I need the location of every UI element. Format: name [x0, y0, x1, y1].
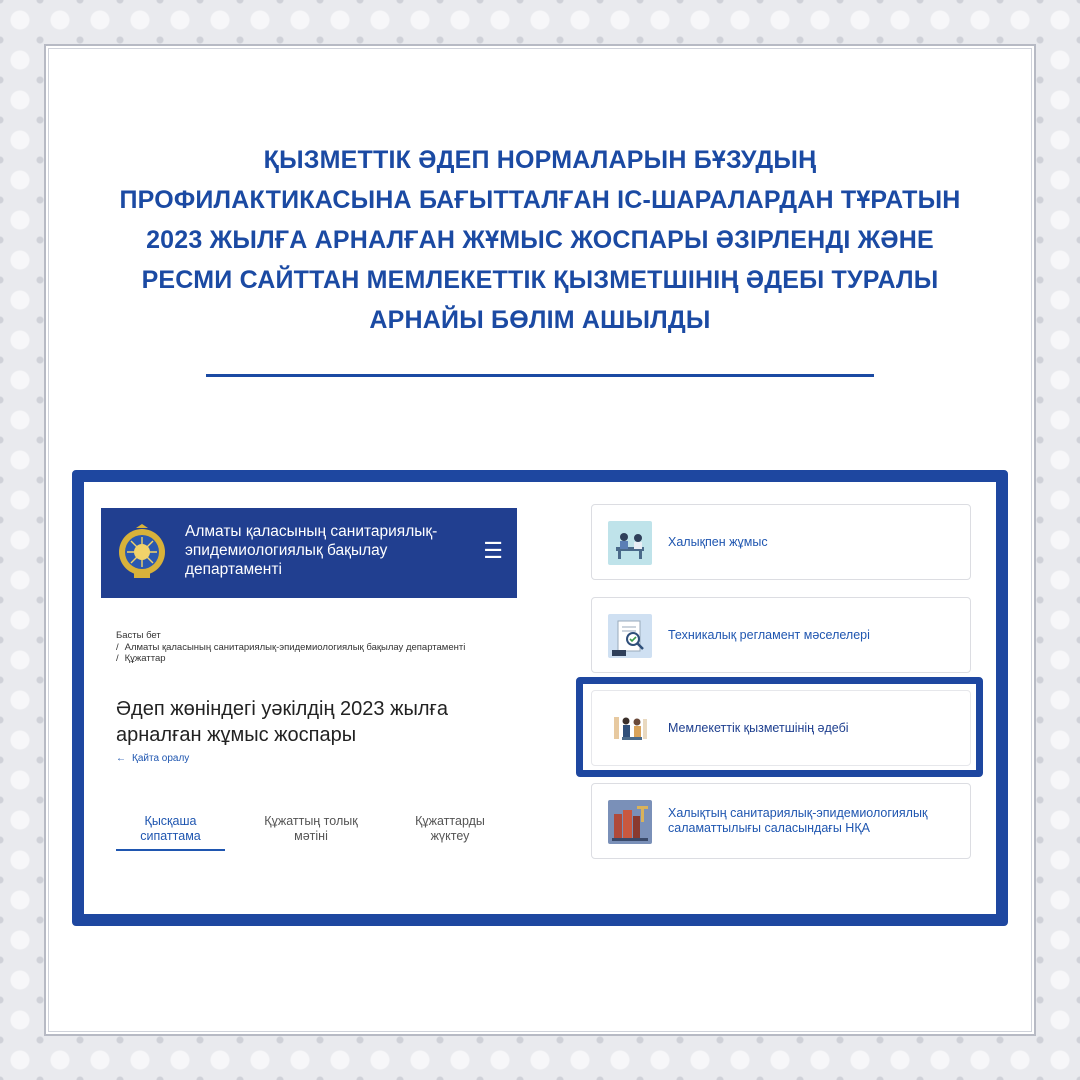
document-magnifier-icon — [608, 614, 652, 658]
card-label — [668, 784, 958, 858]
site-header — [101, 508, 517, 598]
civil-servants-icon — [608, 707, 652, 751]
card-label: Халықпен жұмыс — [668, 534, 768, 549]
back-link-label: Қайта оралу — [132, 753, 190, 764]
tab-short-description[interactable] — [116, 814, 225, 844]
hamburger-menu-icon[interactable]: ☰ — [483, 538, 503, 563]
card-label: Техникалық регламент мәселелері — [668, 627, 870, 642]
site-name-line: Алматы қаласының санитариялық- — [185, 523, 438, 540]
site-name-line: департаменті — [185, 561, 282, 578]
headline-line: АРНАЙЫ БӨЛІМ АШЫЛДЫ — [369, 306, 711, 334]
arrow-left-icon: ← — [116, 753, 126, 764]
back-link[interactable] — [116, 753, 189, 764]
breadcrumb-documents: Құжаттар — [124, 653, 166, 664]
document-title-line: Әдеп жөніндегі уәкілдің 2023 жылға — [116, 698, 448, 720]
breadcrumb-home[interactable]: Басты бет — [116, 630, 161, 641]
card-label-line: саламаттылығы саласындағы НҚА — [668, 821, 870, 835]
tab-full-text[interactable] — [246, 814, 376, 844]
tab-label: жүктеу — [430, 829, 470, 843]
document-title — [116, 696, 516, 748]
card-work-with-population[interactable] — [591, 504, 971, 580]
kazakhstan-emblem-icon — [117, 524, 167, 580]
headline-line: 2023 ЖЫЛҒА АРНАЛҒАН ЖҰМЫС ЖОСПАРЫ ӘЗІРЛЕНДІ ЖӘНЕ — [146, 226, 934, 254]
headline-line: ПРОФИЛАКТИКАСЫНА БАҒЫТТАЛҒАН ІС-ШАРАЛАРДАН ТҰРАТЫН — [119, 186, 961, 214]
document-title-line: арналған жұмыс жоспары — [116, 724, 357, 746]
breadcrumb-separator: / — [116, 641, 119, 653]
breadcrumb-department[interactable]: Алматы қаласының санитариялық-эпидемиологиялық бақылау департаменті — [124, 641, 466, 653]
tab-label: Құжаттарды — [415, 814, 485, 828]
card-label: Мемлекеттік қызметшінің әдебі — [668, 720, 849, 735]
tab-label: Қысқаша — [144, 814, 197, 828]
breadcrumb — [116, 630, 465, 665]
people-at-desk-icon — [608, 521, 652, 565]
headline-line: РЕСМИ САЙТТАН МЕМЛЕКЕТТІК ҚЫЗМЕТШІНІҢ ӘДЕБІ ТУРАЛЫ — [141, 266, 939, 294]
tab-label: мәтіні — [294, 829, 328, 843]
headline-divider — [206, 374, 874, 377]
headline-line: ҚЫЗМЕТТІК ӘДЕП НОРМАЛАРЫН БҰЗУДЫҢ — [263, 146, 817, 174]
site-name-line: эпидемиологиялық бақылау — [185, 542, 388, 559]
tab-download-documents[interactable] — [394, 814, 506, 844]
card-label-line: Халықтың санитариялық-эпидемиологиялық — [668, 806, 928, 820]
tab-label: Құжаттың толық — [264, 814, 358, 828]
card-technical-regulation[interactable] — [591, 597, 971, 673]
tab-label: сипаттама — [140, 829, 201, 843]
active-tab-indicator — [116, 849, 225, 851]
card-sanitary-legal-acts[interactable] — [591, 783, 971, 859]
headline — [90, 140, 990, 340]
law-books-icon — [608, 800, 652, 844]
site-name[interactable] — [185, 522, 475, 579]
card-civil-servant-ethics[interactable] — [591, 690, 971, 766]
breadcrumb-separator: / — [116, 653, 119, 664]
